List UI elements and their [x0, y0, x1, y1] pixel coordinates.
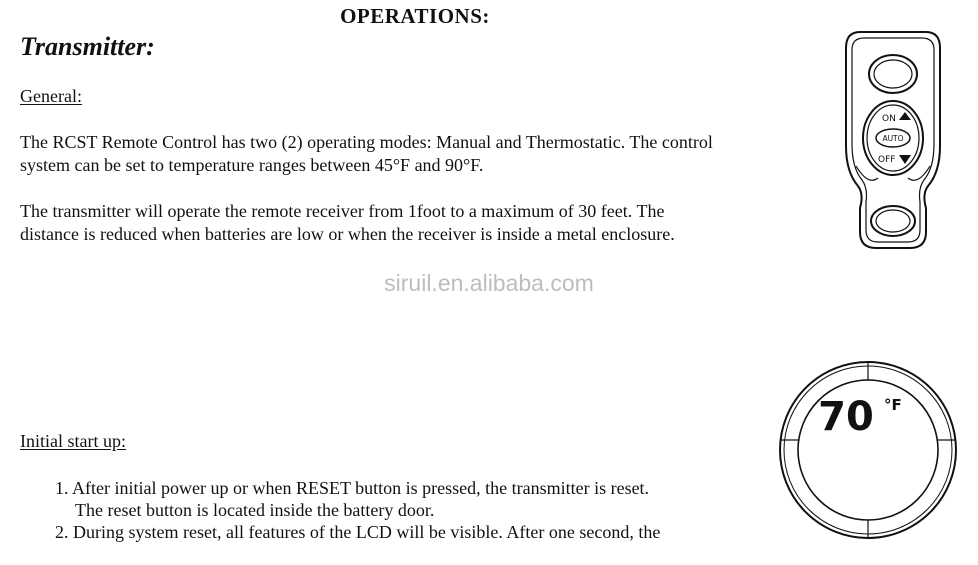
temperature-unit: °F — [884, 396, 902, 414]
list-item: The reset button is located inside the battery door. — [75, 500, 435, 520]
temperature-readout: 70 — [818, 394, 874, 440]
initial-start-up-label: Initial start up: — [20, 431, 126, 451]
on-label: ON — [882, 114, 896, 124]
document-heading: OPERATIONS: — [340, 4, 490, 28]
general-paragraph-1 — [20, 131, 713, 177]
paragraph-line: The RCST Remote Control has two (2) operating modes: Manual and Thermostatic. The control — [20, 132, 713, 152]
remote-control-illustration — [838, 26, 948, 254]
watermark: siruil.en.alibaba.com — [384, 270, 594, 296]
thermostat-illustration — [776, 358, 960, 542]
auto-label: AUTO — [882, 134, 904, 143]
paragraph-line: The transmitter will operate the remote receiver from 1foot to a maximum of 30 feet. The — [20, 201, 665, 221]
general-label: General: — [20, 86, 82, 106]
list-item: 1. After initial power up or when RESET button is pressed, the transmitter is reset. — [55, 478, 650, 498]
top-button-icon — [869, 55, 917, 93]
paragraph-line: system can be set to temperature ranges between 45°F and 90°F. — [20, 155, 484, 175]
off-label: OFF — [878, 155, 896, 165]
list-item: 2. During system reset, all features of the LCD will be visible. After one second, the — [55, 522, 661, 542]
general-paragraph-2 — [20, 200, 675, 246]
section-title: Transmitter: — [20, 32, 155, 61]
paragraph-line: distance is reduced when batteries are low or when the receiver is inside a metal enclosure. — [20, 224, 675, 244]
